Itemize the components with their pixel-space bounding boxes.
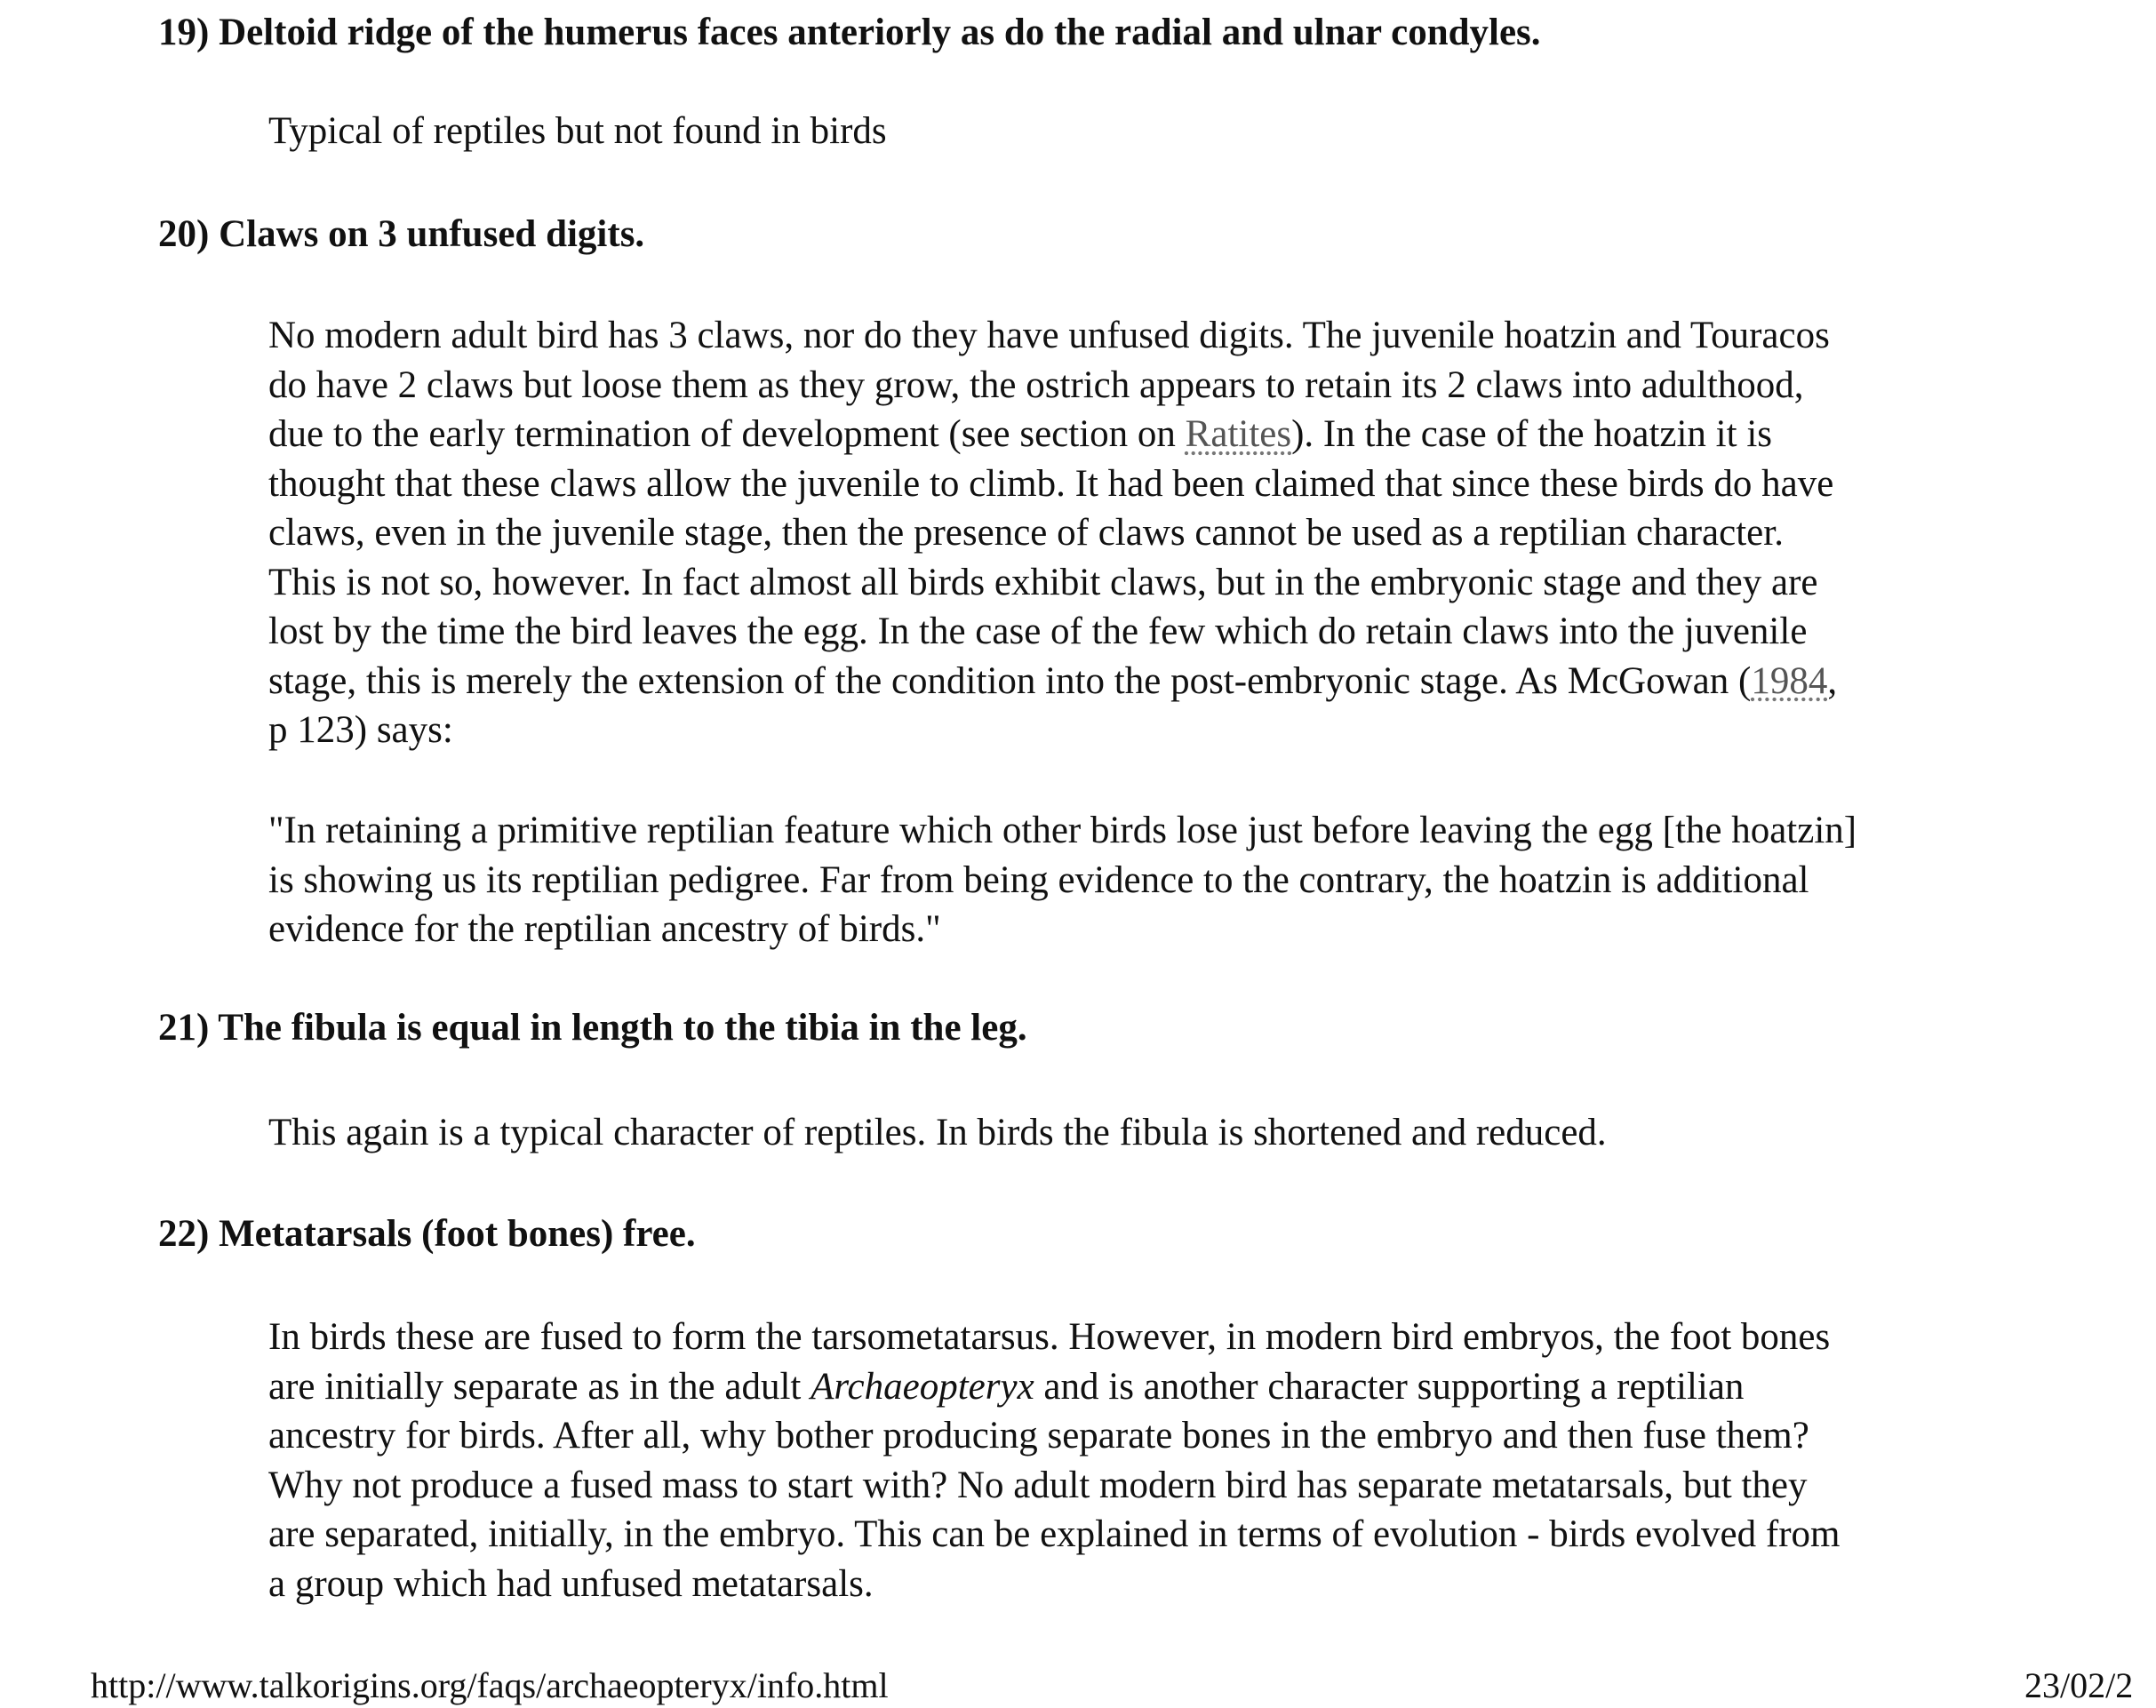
section-22-heading: 22) Metatarsals (foot bones) free. xyxy=(158,1213,696,1255)
paragraph-line: lost by the time the bird leaves the egg. In the case of the few which do retain claws into the juvenile xyxy=(268,611,1808,652)
paragraph-line: claws, even in the juvenile stage, then the presence of claws cannot be used as a reptilian character. xyxy=(268,512,1784,554)
taxon-italic: Archaeopteryx xyxy=(810,1365,1034,1408)
footer-date: 23/02/2 xyxy=(2024,1665,2134,1705)
paragraph-line: Why not produce a fused mass to start with? No adult modern bird has separate metatarsals, but they xyxy=(268,1464,1808,1506)
paragraph-line: p 123) says: xyxy=(268,709,453,751)
paragraph-line: Typical of reptiles but not found in birds xyxy=(268,110,887,152)
quote-line: "In retaining a primitive reptilian feature which other birds lose just before leaving the egg [the hoatzin] xyxy=(268,810,1857,851)
paragraph-line: do have 2 claws but loose them as they grow, the ostrich appears to retain its 2 claws into adulthood, xyxy=(268,363,1804,406)
paragraph-line: This is not so, however. In fact almost all birds exhibit claws, but in the embryonic stage and they are xyxy=(268,561,1818,603)
text-segment: and is another character supporting a reptilian xyxy=(1034,1365,1745,1408)
text-segment: ). In the case of the hoatzin it is xyxy=(1291,413,1773,455)
section-21-heading: 21) The fibula is equal in length to the tibia in the leg. xyxy=(158,1007,1027,1049)
paragraph-line xyxy=(268,1362,2144,1412)
section-20-quote xyxy=(268,806,2144,954)
paragraph-line: No modern adult bird has 3 claws, nor do they have unfused digits. The juvenile hoatzin and Touracos xyxy=(268,315,1830,356)
paragraph-line: In birds these are fused to form the tarsometatarsus. However, in modern bird embryos, the foot bones xyxy=(268,1316,1831,1358)
section-19-heading: 19) Deltoid ridge of the humerus faces anteriorly as do the radial and ulnar condyles. xyxy=(158,12,1541,53)
paragraph-line: a group which had unfused metatarsals. xyxy=(268,1562,874,1605)
text-segment: are initially separate as in the adult xyxy=(268,1365,811,1408)
section-20-heading: 20) Claws on 3 unfused digits. xyxy=(158,213,645,255)
text-segment: , xyxy=(1827,659,1838,702)
paragraph-line: This again is a typical character of reptiles. In birds the fibula is shortened and reduced. xyxy=(268,1112,1607,1153)
section-22-body xyxy=(268,1313,2144,1608)
section-19-body xyxy=(268,107,2144,156)
text-segment: stage, this is merely the extension of the condition into the post-embryonic stage. As McGowan ( xyxy=(268,659,1752,702)
paragraph-line: are separated, initially, in the embryo. This can be explained in terms of evolution - birds evolved from xyxy=(268,1513,1841,1555)
paragraph-line xyxy=(268,657,2144,706)
paragraph-line: ancestry for birds. After all, why bother producing separate bones in the embryo and then fuse them? xyxy=(268,1415,1809,1457)
footer-url: http://www.talkorigins.org/faqs/archaeopteryx/info.html xyxy=(91,1665,889,1705)
mcgowan-1984-link[interactable]: 1984 xyxy=(1751,659,1828,702)
paragraph-line: thought that these claws allow the juvenile to climb. It had been claimed that since these birds do have xyxy=(268,462,1834,505)
quote-line: evidence for the reptilian ancestry of birds." xyxy=(268,908,941,950)
section-20-body xyxy=(268,311,2144,755)
ratites-link[interactable]: Ratites xyxy=(1185,413,1292,455)
section-21-body xyxy=(268,1108,2144,1158)
quote-line: is showing us its reptilian pedigree. Far from being evidence to the contrary, the hoatzin is additional xyxy=(268,858,1809,901)
text-segment: due to the early termination of development (see section on xyxy=(268,413,1186,455)
paragraph-line xyxy=(268,410,2144,459)
